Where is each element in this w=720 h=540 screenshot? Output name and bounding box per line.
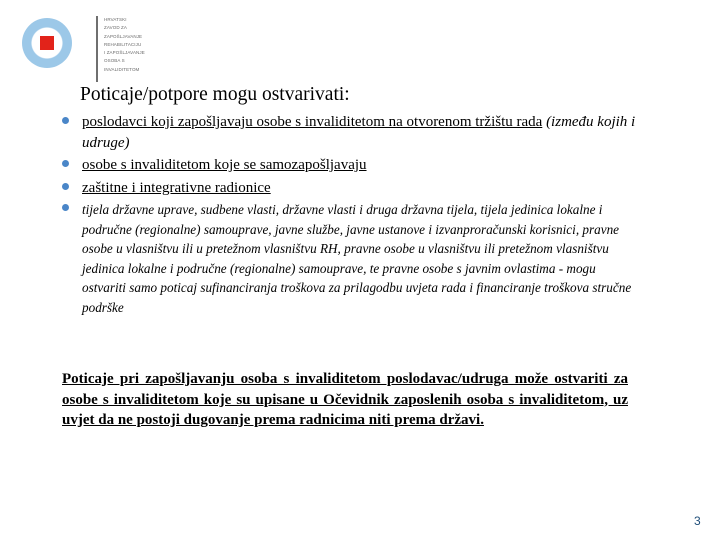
logo-text-line: INVALIDITETOM bbox=[104, 66, 140, 72]
bullet-item bbox=[60, 155, 640, 176]
bullet-list bbox=[60, 112, 640, 320]
page-title bbox=[80, 84, 350, 106]
bullet-text: zaštitne i integrativne radionice bbox=[82, 179, 271, 196]
logo-text-line: ZAPOŠLJAVANJE bbox=[104, 33, 143, 39]
logo-text bbox=[104, 16, 164, 74]
logo-text-line: REHABILITACIJU bbox=[104, 41, 142, 47]
logo-divider bbox=[96, 16, 98, 82]
bullet-suffix: (između kojih i udruge) bbox=[82, 114, 636, 151]
logo-text-line: OSOBA S bbox=[104, 58, 125, 64]
bullet-item bbox=[60, 200, 640, 318]
bullet-text: osobe s invaliditetom koje se samozapošljavaju bbox=[82, 157, 367, 173]
bullet-text: tijela državne uprave, sudbene vlasti, državne vlasti i druga državna tijela, tijela jedinica lokalne i područne (regionalne) samouprave, javne službe, javne ustanove i izvanproračunski korisnici, pravne osobe u vlasništvu ili u pretežnom vlasništvu RH, pravne osobe u vlasništvu ili pretežnom vlasništvu jedinica lokalne i područne (regionalne) samouprave, te pravne osobe s javnim ovlastima - mogu ostvariti samo poticaj sufinanciranja troškova za prilagodbu uvjeta rada i financiranje troškova stručne podrške bbox=[82, 202, 632, 315]
institution-logo bbox=[22, 14, 145, 76]
logo-square-icon bbox=[40, 36, 54, 50]
bullet-icon bbox=[62, 204, 69, 211]
bullet-item bbox=[60, 112, 640, 153]
logo-text-line: ZAVOD ZA bbox=[104, 25, 127, 31]
bullet-text: poslodavci koji zapošljavaju osobe s invaliditetom na otvorenom tržištu rada bbox=[82, 114, 543, 130]
page-title-colon: : bbox=[344, 84, 350, 105]
logo-text-line: HRVATSKI bbox=[104, 17, 127, 22]
bullet-icon bbox=[62, 117, 69, 124]
bullet-icon bbox=[62, 160, 69, 167]
conditions-note: Poticaje pri zapošljavanju osoba s invaliditetom poslodavac/udruga može ostvariti za osobe s invaliditetom koje su upisane u Očevidnik zaposlenih osoba s invaliditetom, uz uvjet da ne postoji dugovanje prema radnicima niti prema državi. bbox=[62, 371, 628, 428]
page-number: 3 bbox=[694, 514, 701, 528]
bullet-item bbox=[60, 178, 640, 199]
logo-text-line: I ZAPOŠLJAVANJE bbox=[104, 50, 145, 56]
bullet-icon bbox=[62, 183, 69, 190]
page-title-text: Poticaje/potpore mogu ostvarivati bbox=[80, 84, 345, 105]
